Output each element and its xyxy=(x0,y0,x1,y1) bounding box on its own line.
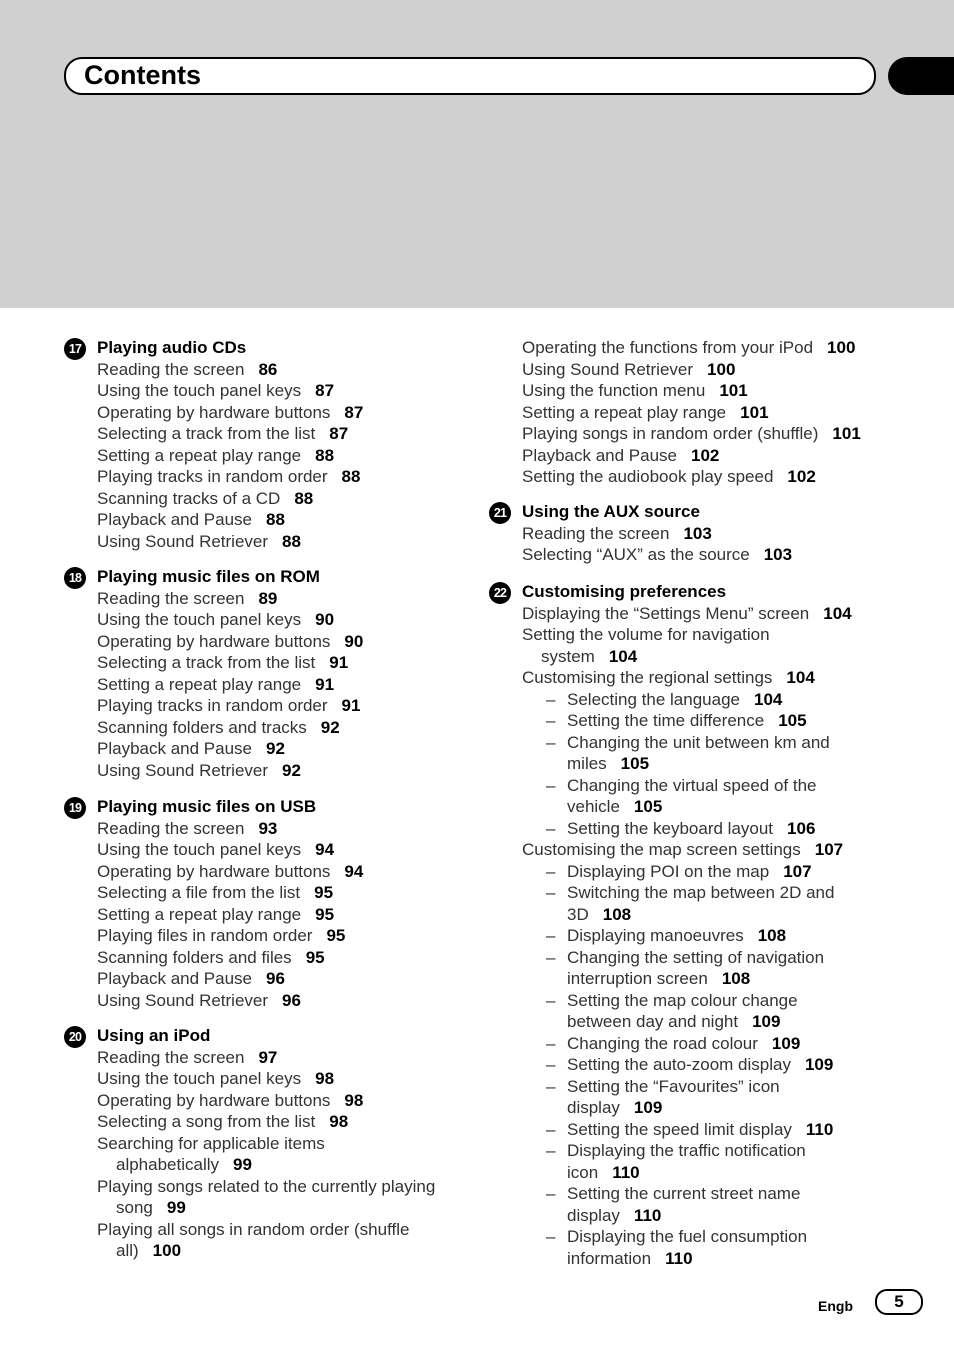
entry-dash: – xyxy=(546,947,556,967)
entry-dash: – xyxy=(546,926,556,945)
page-number: 5 xyxy=(875,1289,923,1315)
entry-text: Scanning folders and tracks xyxy=(97,717,307,737)
section-title[interactable]: Playing music files on USB xyxy=(97,797,317,816)
entry-page-number: 94 xyxy=(344,861,364,881)
entry-page-number: 107 xyxy=(783,861,812,881)
entry-page-number: 90 xyxy=(344,631,364,651)
toc-entry[interactable] xyxy=(489,1033,929,1055)
entry-text: Displaying the “Settings Menu” screen xyxy=(522,603,810,623)
toc-entry[interactable] xyxy=(489,646,929,668)
header-band xyxy=(0,0,954,308)
entry-page-number: 91 xyxy=(315,674,335,694)
toc-entry[interactable] xyxy=(489,861,929,883)
chapter-number-badge: 20 xyxy=(64,1026,86,1048)
toc-entry[interactable] xyxy=(64,839,484,861)
entry-page-number: 96 xyxy=(266,969,285,988)
toc-entry[interactable] xyxy=(64,1176,484,1198)
toc-entry[interactable] xyxy=(64,509,484,531)
toc-entry[interactable] xyxy=(489,1140,929,1162)
toc-entry[interactable] xyxy=(64,861,484,883)
toc-entry[interactable] xyxy=(489,603,929,625)
entry-page-number: 107 xyxy=(814,840,844,859)
toc-entry[interactable] xyxy=(64,1197,484,1219)
toc-entry[interactable] xyxy=(64,531,484,553)
entry-dash: – xyxy=(546,711,556,730)
entry-text: Scanning folders and files xyxy=(97,947,292,967)
entry-page-number: 99 xyxy=(166,1198,186,1217)
toc-section xyxy=(489,581,929,1269)
entry-text: Using Sound Retriever xyxy=(522,359,694,379)
entry-text: Setting the time difference xyxy=(567,711,765,730)
entry-text: Using the touch panel keys xyxy=(97,381,302,400)
toc-section xyxy=(64,796,484,1011)
entry-text: song xyxy=(116,1198,153,1217)
entry-page-number: 88 xyxy=(282,531,301,551)
toc-entry[interactable] xyxy=(64,652,484,674)
entry-page-number: 98 xyxy=(315,1069,335,1088)
entry-text: Selecting a track from the list xyxy=(97,424,316,443)
toc-entry[interactable] xyxy=(489,1226,929,1248)
toc-entry[interactable] xyxy=(64,1240,484,1262)
toc-entry[interactable] xyxy=(64,1090,484,1112)
toc-entry[interactable] xyxy=(489,947,929,969)
entry-text: Selecting a song from the list xyxy=(97,1112,316,1131)
toc-entry[interactable] xyxy=(489,1205,929,1227)
entry-text: Reading the screen xyxy=(97,818,245,838)
entry-page-number: 110 xyxy=(665,1248,693,1268)
entry-text: Setting a repeat play range xyxy=(522,402,727,422)
entry-page-number: 101 xyxy=(832,424,861,443)
entry-text: Setting the current street name xyxy=(567,1184,801,1203)
toc-entry[interactable] xyxy=(489,523,929,545)
toc-entry[interactable] xyxy=(489,1183,929,1205)
toc-entry[interactable] xyxy=(64,695,484,717)
entry-text: Using Sound Retriever xyxy=(97,531,269,551)
entry-page-number: 98 xyxy=(344,1090,364,1110)
entry-text: Setting a repeat play range xyxy=(97,445,302,465)
entry-page-number: 109 xyxy=(804,1055,834,1074)
toc-entry[interactable] xyxy=(64,968,484,990)
entry-text: Setting the auto-zoom display xyxy=(567,1055,791,1074)
entry-page-number: 109 xyxy=(633,1098,663,1117)
toc-entry[interactable] xyxy=(489,1076,929,1098)
entry-page-number: 91 xyxy=(341,696,361,715)
entry-page-number: 109 xyxy=(752,1012,781,1031)
toc-entry[interactable] xyxy=(64,818,484,840)
entry-page-number: 106 xyxy=(787,818,816,838)
entry-text: Setting the map colour change xyxy=(567,990,798,1010)
entry-text: Reading the screen xyxy=(97,359,245,379)
toc-entry[interactable] xyxy=(489,968,929,990)
toc-entry[interactable] xyxy=(489,466,929,488)
toc-section xyxy=(64,1025,484,1262)
chapter-number-badge: 22 xyxy=(489,582,511,604)
toc-entry[interactable] xyxy=(489,818,929,840)
entry-page-number: 92 xyxy=(282,760,301,780)
entry-page-number: 88 xyxy=(266,510,285,529)
toc-entry[interactable] xyxy=(489,1119,929,1141)
entry-dash: – xyxy=(546,861,556,881)
section-title[interactable]: Playing audio CDs xyxy=(97,338,247,357)
toc-entry[interactable] xyxy=(64,423,484,445)
toc-entry[interactable] xyxy=(489,753,929,775)
entry-text: Operating by hardware buttons xyxy=(97,631,331,651)
entry-text: Reading the screen xyxy=(97,588,245,608)
section-title[interactable]: Using the AUX source xyxy=(522,502,700,521)
entry-text: Setting the “Favourites” icon xyxy=(567,1076,780,1096)
section-heading xyxy=(64,566,484,588)
toc-entry[interactable] xyxy=(64,882,484,904)
entry-page-number: 101 xyxy=(740,402,769,422)
toc-entry[interactable] xyxy=(489,337,929,359)
entry-text: interruption screen xyxy=(567,969,708,988)
toc-entry[interactable] xyxy=(489,1011,929,1033)
entry-page-number: 109 xyxy=(771,1033,801,1053)
entry-text: Using the touch panel keys xyxy=(97,1069,302,1088)
toc-entry[interactable] xyxy=(489,1248,929,1270)
entry-text: alphabetically xyxy=(116,1155,220,1174)
entry-page-number: 104 xyxy=(608,646,638,666)
toc-entry[interactable] xyxy=(489,689,929,711)
toc-entry[interactable] xyxy=(64,488,484,510)
entry-page-number: 95 xyxy=(315,904,335,924)
section-title[interactable]: Using an iPod xyxy=(97,1026,211,1045)
entry-text: Setting the speed limit display xyxy=(567,1119,792,1139)
entry-text: Playing songs in random order (shuffle) xyxy=(522,424,819,443)
entry-text: Operating by hardware buttons xyxy=(97,402,331,422)
entry-page-number: 87 xyxy=(344,402,364,422)
entry-page-number: 92 xyxy=(320,717,340,737)
entry-text: Scanning tracks of a CD xyxy=(97,488,281,508)
entry-text: Changing the setting of navigation xyxy=(567,947,825,967)
entry-text: display xyxy=(567,1205,620,1225)
entry-dash: – xyxy=(546,1227,556,1246)
entry-text: Changing the road colour xyxy=(567,1033,758,1053)
toc-entry[interactable] xyxy=(64,947,484,969)
entry-text: Playing files in random order xyxy=(97,926,313,945)
section-heading xyxy=(489,581,929,603)
entry-dash: – xyxy=(546,1033,556,1053)
entry-text: Changing the unit between km and xyxy=(567,732,830,752)
toc-entry[interactable] xyxy=(489,380,929,402)
entry-text: Switching the map between 2D and xyxy=(567,883,835,902)
section-heading xyxy=(489,501,929,523)
entry-text: Selecting the language xyxy=(567,689,740,709)
entry-text: information xyxy=(567,1248,652,1268)
entry-page-number: 95 xyxy=(326,926,346,945)
entry-text: Changing the virtual speed of the xyxy=(567,775,817,795)
entry-page-number: 108 xyxy=(721,969,751,988)
entry-text: Playing tracks in random order xyxy=(97,467,328,486)
toc-entry[interactable] xyxy=(489,904,929,926)
entry-page-number: 105 xyxy=(778,711,807,730)
entry-page-number: 87 xyxy=(329,424,349,443)
entry-page-number: 93 xyxy=(258,818,278,838)
entry-text: Setting a repeat play range xyxy=(97,904,302,924)
toc-entry[interactable] xyxy=(64,1154,484,1176)
entry-text: Using the touch panel keys xyxy=(97,840,302,859)
entry-page-number: 88 xyxy=(341,467,361,486)
toc-entry[interactable] xyxy=(489,775,929,797)
toc-section xyxy=(64,566,484,781)
toc-entry[interactable] xyxy=(489,544,929,566)
entry-text: vehicle xyxy=(567,797,620,816)
entry-page-number: 103 xyxy=(683,523,712,543)
entry-text: Selecting a file from the list xyxy=(97,883,301,902)
entry-text: Playing all songs in random order (shuffle xyxy=(97,1219,410,1239)
entry-page-number: 86 xyxy=(258,359,278,379)
chapter-number-badge: 21 xyxy=(489,502,511,524)
entry-page-number: 105 xyxy=(633,797,663,816)
toc-entry[interactable] xyxy=(489,796,929,818)
toc-entry[interactable] xyxy=(489,624,929,646)
entry-page-number: 98 xyxy=(329,1112,349,1131)
entry-page-number: 95 xyxy=(314,883,334,902)
entry-text: Customising the regional settings xyxy=(522,668,773,687)
entry-page-number: 95 xyxy=(305,947,325,967)
entry-page-number: 100 xyxy=(152,1241,182,1260)
entry-text: 3D xyxy=(567,904,589,924)
entry-page-number: 90 xyxy=(315,610,335,629)
entry-text: Selecting “AUX” as the source xyxy=(522,545,750,564)
toc-entry[interactable] xyxy=(64,1047,484,1069)
entry-text: Searching for applicable items xyxy=(97,1133,325,1153)
toc-section xyxy=(64,337,484,552)
entry-text: system xyxy=(541,646,595,666)
entry-page-number: 94 xyxy=(315,840,335,859)
toc-entry[interactable] xyxy=(489,445,929,467)
entry-text: Playing songs related to the currently playing xyxy=(97,1176,436,1196)
section-heading xyxy=(64,1025,484,1047)
entry-text: Using Sound Retriever xyxy=(97,760,269,780)
entry-page-number: 110 xyxy=(633,1205,662,1225)
entry-text: Using Sound Retriever xyxy=(97,990,269,1010)
entry-text: Setting the audiobook play speed xyxy=(522,467,774,486)
entry-dash: – xyxy=(546,1055,556,1074)
toc-entry[interactable] xyxy=(489,1162,929,1184)
entry-text: all) xyxy=(116,1241,139,1260)
entry-text: between day and night xyxy=(567,1012,739,1031)
entry-page-number: 103 xyxy=(763,545,793,564)
entry-text: Reading the screen xyxy=(97,1047,245,1067)
toc-entry[interactable] xyxy=(64,1133,484,1155)
entry-page-number: 97 xyxy=(258,1047,278,1067)
entry-text: Setting a repeat play range xyxy=(97,674,302,694)
entry-page-number: 96 xyxy=(282,990,301,1010)
toc-entry[interactable] xyxy=(64,588,484,610)
entry-text: Displaying POI on the map xyxy=(567,861,770,881)
entry-text: Playback and Pause xyxy=(522,445,677,465)
entry-page-number: 104 xyxy=(823,603,852,623)
entry-page-number: 92 xyxy=(266,739,285,758)
chapter-number-badge: 17 xyxy=(64,338,86,360)
entry-dash: – xyxy=(546,1141,556,1160)
entry-page-number: 108 xyxy=(602,904,632,924)
toc-entry[interactable] xyxy=(489,1097,929,1119)
toc-entry[interactable] xyxy=(489,402,929,424)
toc-entry[interactable] xyxy=(489,710,929,732)
page-title: Contents xyxy=(84,60,201,90)
entry-text: Setting the keyboard layout xyxy=(567,818,774,838)
toc-entry[interactable] xyxy=(489,925,929,947)
toc-entry[interactable] xyxy=(64,466,484,488)
entry-page-number: 101 xyxy=(719,381,748,400)
entry-page-number: 102 xyxy=(787,467,816,486)
toc-entry[interactable] xyxy=(489,732,929,754)
entry-text: Selecting a track from the list xyxy=(97,653,316,672)
entry-text: Operating by hardware buttons xyxy=(97,1090,331,1110)
toc-entry[interactable] xyxy=(64,1068,484,1090)
entry-text: Reading the screen xyxy=(522,523,670,543)
entry-text: icon xyxy=(567,1162,599,1182)
entry-page-number: 89 xyxy=(258,588,278,608)
entry-page-number: 87 xyxy=(315,381,335,400)
entry-text: Displaying manoeuvres xyxy=(567,926,744,945)
chapter-number-badge: 18 xyxy=(64,567,86,589)
toc-entry[interactable] xyxy=(489,990,929,1012)
entry-page-number: 102 xyxy=(691,445,720,465)
entry-text: Displaying the traffic notification xyxy=(567,1141,806,1160)
toc-entry[interactable] xyxy=(489,839,929,861)
toc-entry[interactable] xyxy=(64,1219,484,1241)
entry-page-number: 88 xyxy=(315,445,335,465)
toc-entry[interactable] xyxy=(64,738,484,760)
toc-entry[interactable] xyxy=(64,402,484,424)
entry-text: Using the function menu xyxy=(522,381,706,400)
toc-entry[interactable] xyxy=(64,1111,484,1133)
entry-text: Playback and Pause xyxy=(97,969,252,988)
entry-text: miles xyxy=(567,754,607,773)
entry-text: Playback and Pause xyxy=(97,510,252,529)
entry-page-number: 110 xyxy=(612,1162,640,1182)
entry-dash: – xyxy=(546,883,556,902)
entry-text: Displaying the fuel consumption xyxy=(567,1227,808,1246)
entry-dash: – xyxy=(546,689,556,709)
toc-entry[interactable] xyxy=(64,717,484,739)
entry-page-number: 104 xyxy=(786,668,815,687)
toc-entry[interactable] xyxy=(64,380,484,402)
entry-page-number: 100 xyxy=(827,338,856,357)
entry-dash: – xyxy=(546,775,556,795)
toc-entry[interactable] xyxy=(64,990,484,1012)
entry-dash: – xyxy=(546,1076,556,1096)
toc-entry[interactable] xyxy=(64,359,484,381)
toc-entry[interactable] xyxy=(489,667,929,689)
toc-entry[interactable] xyxy=(64,445,484,467)
section-heading xyxy=(64,337,484,359)
language-code: Engb xyxy=(818,1298,853,1314)
entry-text: Operating the functions from your iPod xyxy=(522,338,814,357)
toc-entry[interactable] xyxy=(489,359,929,381)
entry-page-number: 108 xyxy=(757,926,787,945)
entry-text: Playing tracks in random order xyxy=(97,696,328,715)
section-title[interactable]: Playing music files on ROM xyxy=(97,567,320,586)
entry-dash: – xyxy=(546,732,556,752)
entry-text: Using the touch panel keys xyxy=(97,610,302,629)
toc-entry[interactable] xyxy=(64,904,484,926)
entry-page-number: 99 xyxy=(233,1155,252,1174)
section-title[interactable]: Customising preferences xyxy=(522,582,727,601)
chapter-number-badge: 19 xyxy=(64,797,86,819)
entry-dash: – xyxy=(546,1184,556,1203)
entry-text: display xyxy=(567,1098,620,1117)
entry-text: Operating by hardware buttons xyxy=(97,861,331,881)
toc-entry[interactable] xyxy=(489,882,929,904)
entry-page-number: 91 xyxy=(329,653,349,672)
toc-entry[interactable] xyxy=(64,925,484,947)
entry-text: Setting the volume for navigation xyxy=(522,625,770,644)
entry-text: Playback and Pause xyxy=(97,739,252,758)
entry-page-number: 100 xyxy=(707,359,736,379)
toc-entry[interactable] xyxy=(64,631,484,653)
chapter-tab xyxy=(888,57,954,95)
toc-entry[interactable] xyxy=(489,1054,929,1076)
entry-page-number: 110 xyxy=(805,1119,834,1139)
entry-page-number: 105 xyxy=(620,754,650,773)
toc-section xyxy=(489,501,929,566)
entry-dash: – xyxy=(546,818,556,838)
section-heading xyxy=(64,796,484,818)
toc-entry[interactable] xyxy=(64,609,484,631)
toc-section xyxy=(489,337,929,488)
toc-entry[interactable] xyxy=(64,674,484,696)
toc-entry[interactable] xyxy=(489,423,929,445)
entry-dash: – xyxy=(546,990,556,1010)
entry-page-number: 104 xyxy=(753,689,783,709)
entry-text: Customising the map screen settings xyxy=(522,840,801,859)
toc-entry[interactable] xyxy=(64,760,484,782)
entry-page-number: 88 xyxy=(294,488,314,508)
entry-dash: – xyxy=(546,1119,556,1139)
